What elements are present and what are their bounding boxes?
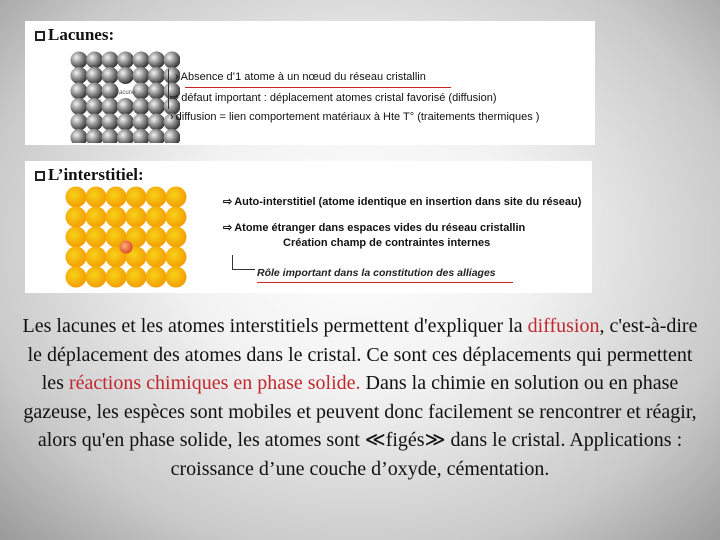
lacunes-line-3-text: diffusion = lien comportement matériaux à Hte T° (traitements thermiques ) [175, 111, 540, 123]
grey-atom [71, 129, 88, 143]
orange-atom [146, 267, 167, 288]
grey-atom [86, 98, 103, 115]
arrow-icon: ⇨ [170, 92, 180, 104]
explanation-paragraph [20, 312, 700, 483]
orange-atom [146, 247, 167, 268]
grey-atom [164, 129, 181, 143]
orange-atom [146, 187, 167, 208]
orange-atom [66, 207, 87, 228]
grey-atom [117, 52, 134, 69]
interstitiel-conclusion [257, 267, 496, 279]
orange-atom [166, 187, 187, 208]
paragraph-part-3: , c'est-à-dire le déplacement des atomes dans le cristal. Ce sont ces déplacements qui permettent les [27, 315, 698, 394]
grey-atom [71, 52, 88, 69]
orange-atom [106, 187, 127, 208]
grey-atom [117, 98, 134, 115]
grey-atom [86, 83, 103, 100]
elbow-arrow-line [232, 255, 255, 270]
grey-atom [148, 67, 165, 84]
arrow-icon: › [170, 111, 174, 123]
lacunes-line-1-text: Absence d’1 atome à un nœud du réseau cristallin [180, 71, 426, 83]
red-underline [185, 87, 451, 88]
orange-atom [86, 207, 107, 228]
checkbox-bullet-icon [35, 171, 45, 181]
lacunes-panel [25, 21, 595, 145]
orange-atom [126, 267, 147, 288]
orange-atom [66, 227, 87, 248]
grey-atom [117, 67, 134, 84]
orange-atom [66, 267, 87, 288]
lacunes-line-2-text: défaut important : déplacement atomes cristal favorisé (diffusion) [181, 92, 497, 104]
grey-atom [164, 52, 181, 69]
orange-atom [126, 207, 147, 228]
lacunes-title [35, 25, 114, 45]
orange-atom [166, 267, 187, 288]
grey-atom [86, 52, 103, 69]
grey-atom [148, 83, 165, 100]
grey-atom [102, 114, 119, 131]
interstitiel-line-1 [223, 195, 581, 208]
grey-atom [71, 67, 88, 84]
orange-atom [166, 247, 187, 268]
grey-atom [133, 129, 150, 143]
orange-atom [166, 227, 187, 248]
arrow-icon: ⇨ [223, 196, 233, 208]
highlight-reactions: réactions chimiques en phase solide. [68, 372, 361, 394]
interstitiel-panel [25, 161, 592, 293]
orange-atom [146, 227, 167, 248]
orange-atom [86, 247, 107, 268]
orange-atom [106, 267, 127, 288]
grey-atom [102, 98, 119, 115]
grey-atom [117, 129, 134, 143]
lacunes-line-2 [170, 91, 497, 104]
arrow-icon: › [175, 71, 179, 83]
orange-atom [126, 187, 147, 208]
orange-atom [166, 207, 187, 228]
interstitial-lattice-figure [65, 186, 190, 288]
interstitiel-line-3 [283, 237, 490, 249]
grey-atom [148, 114, 165, 131]
grey-atom [133, 52, 150, 69]
grey-atom [86, 129, 103, 143]
orange-atom [86, 227, 107, 248]
paragraph-part-1: Les lacunes et les atomes interstitiels permettent d'expliquer la [22, 315, 523, 337]
bracket-line [168, 69, 169, 109]
interstitiel-conclusion-text: Rôle important dans la constitution des alliages [257, 267, 496, 279]
grey-atom [71, 98, 88, 115]
interstitiel-title-text: L’interstitiel: [48, 165, 144, 184]
grey-atom [133, 98, 150, 115]
lacunes-line-3 [170, 111, 539, 123]
orange-atom [106, 207, 127, 228]
interstitiel-line-1-text: Auto-interstitiel (atome identique en insertion dans site du réseau) [234, 196, 582, 208]
grey-atom [102, 129, 119, 143]
grey-atom [148, 129, 165, 143]
grey-atom [71, 114, 88, 131]
grey-atom [86, 114, 103, 131]
lacunes-title-text: Lacunes: [48, 25, 115, 44]
grey-atom [86, 67, 103, 84]
lacunes-line-1 [175, 71, 426, 83]
grey-atom [148, 98, 165, 115]
paragraph-part-5: Dans la chimie en solution ou en phase gazeuse, les espèces sont mobiles et peuvent donc facilement se rencontrer et réagir, alors qu'en phase solide, les atomes sont ≪figés≫ dans le cristal. Applications : croissance d’une couche d’oxyde, cémentation. [23, 372, 697, 480]
grey-atom [133, 114, 150, 131]
highlight-diffusion: diffusion [527, 315, 600, 337]
orange-atom [86, 267, 107, 288]
grey-atom [133, 67, 150, 84]
grey-atom [102, 52, 119, 69]
vacancy-lattice-figure [70, 51, 180, 143]
vacancy-label: Lacune [115, 90, 136, 96]
orange-atom [146, 207, 167, 228]
interstitial-atom [120, 241, 133, 254]
interstitiel-title [35, 165, 144, 185]
orange-atom [66, 187, 87, 208]
grey-atom [117, 114, 134, 131]
grey-atom [148, 52, 165, 69]
interstitiel-line-3-text: Création champ de contraintes internes [283, 237, 491, 249]
grey-atom [102, 67, 119, 84]
arrow-icon: ⇨ [223, 222, 233, 234]
orange-atom [86, 187, 107, 208]
orange-atom [66, 247, 87, 268]
interstitiel-line-2-text: Atome étranger dans espaces vides du réseau cristallin [234, 222, 526, 234]
checkbox-bullet-icon [35, 31, 45, 41]
red-underline [257, 282, 513, 283]
grey-atom [71, 83, 88, 100]
interstitiel-line-2 [223, 221, 525, 234]
